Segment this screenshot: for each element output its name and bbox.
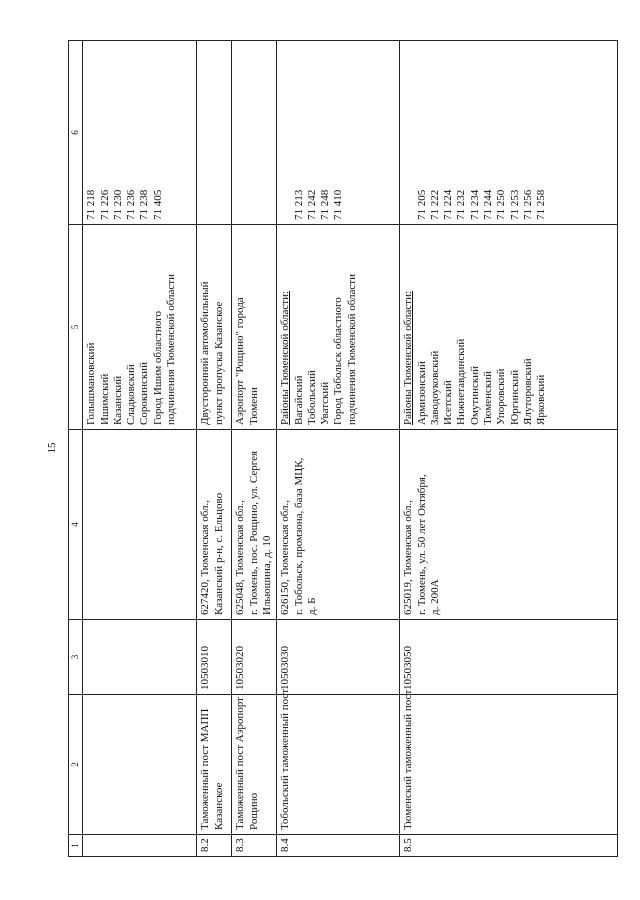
okato-code: 71 234 xyxy=(468,189,481,220)
cell-okato-codes xyxy=(232,41,277,225)
territory-line: Ялуторовский xyxy=(521,358,534,425)
post-name-line: Тюменский таможенный пост xyxy=(402,689,415,830)
territory-line: Сладковский xyxy=(125,364,138,425)
territory-line: подчинения Тюменской области xyxy=(165,274,178,425)
territory-line: Юргинский xyxy=(508,369,521,425)
cell-post-name xyxy=(400,689,618,835)
cell-address xyxy=(400,430,618,620)
row-number: 8.3 xyxy=(232,835,277,857)
row-number: 8.5 xyxy=(400,835,618,857)
address-line: г. Тобольск, промзона, база МЦК, xyxy=(292,457,305,615)
post-name-line: Таможенный пост МАПП xyxy=(199,708,212,830)
cell-post-code: 10503020 xyxy=(232,620,277,695)
address-line: д. 200А xyxy=(428,579,441,615)
cell xyxy=(83,835,197,857)
territory-line: Уватский xyxy=(319,381,332,425)
customs-posts-table-rotated xyxy=(68,41,606,857)
address-line: г. Тюмень, ул. 50 лет Октября, xyxy=(415,474,428,615)
header-col-6: 6 xyxy=(69,41,83,225)
territory-heading: Районы Тюменской области: xyxy=(279,290,292,425)
cell-address xyxy=(232,430,277,620)
header-col-1: 1 xyxy=(69,835,83,857)
territory-line: Тюменский xyxy=(482,371,495,425)
okato-code: 71 222 xyxy=(428,189,441,220)
okato-code: 71 218 xyxy=(85,189,98,220)
territory-line: Армизонский xyxy=(415,361,428,425)
post-name-line: Тобольский таможенный пост xyxy=(279,688,292,830)
address-line: г. Тюмень, пос. Рощино, ул. Сергея xyxy=(247,450,260,615)
cell-address xyxy=(197,430,232,620)
territory-heading: Районы Тюменской области: xyxy=(402,290,415,425)
okato-code: 71 410 xyxy=(332,189,345,220)
okato-code-spacer xyxy=(279,45,292,220)
post-name-line: Рощино xyxy=(247,792,260,830)
okato-code: 71 256 xyxy=(521,189,534,220)
okato-code: 71 205 xyxy=(415,189,428,220)
cell-okato-codes xyxy=(83,41,197,225)
territory-line: Казанский xyxy=(111,375,124,425)
cell-territories xyxy=(277,225,400,430)
territory-line: Голышмановский xyxy=(85,342,98,425)
cell-territories xyxy=(83,225,197,430)
post-name-line: Таможенный пост Аэропорт xyxy=(234,697,247,830)
address-line: Казанский р-н, с. Ельцово xyxy=(212,492,225,615)
okato-code: 71 224 xyxy=(442,189,455,220)
header-col-3: 3 xyxy=(69,620,83,695)
territory-line: подчинения Тюменской области xyxy=(345,274,358,425)
territory-line: Заводоуковский xyxy=(428,350,441,425)
okato-code: 71 242 xyxy=(305,189,318,220)
cell-post-name xyxy=(197,695,232,835)
table-row-8-3 xyxy=(232,41,277,857)
territory-line: Упоровский xyxy=(495,368,508,425)
address-line: 626150, Тюменская обл., xyxy=(279,499,292,615)
address-line: д. Б xyxy=(305,597,318,615)
address-line: 627420, Тюменская обл., xyxy=(199,499,212,615)
table-row-8-5 xyxy=(400,41,618,857)
okato-code: 71 253 xyxy=(508,189,521,220)
okato-code: 71 250 xyxy=(495,189,508,220)
table-row-continuation xyxy=(83,41,197,857)
territory-line: Тюмени xyxy=(247,387,260,425)
okato-code: 71 230 xyxy=(111,189,124,220)
address-line: Ильюшина, д. 10 xyxy=(260,535,273,615)
okato-code: 71 405 xyxy=(151,189,164,220)
cell-territories xyxy=(197,225,232,430)
cell-okato-codes xyxy=(197,41,232,225)
cell-post-name xyxy=(232,695,277,835)
okato-code: 71 238 xyxy=(138,189,151,220)
okato-code: 71 244 xyxy=(482,189,495,220)
territory-line: Нижнетавдинский xyxy=(455,338,468,425)
okato-code: 71 226 xyxy=(98,189,111,220)
territory-line: Аэропорт "Рощино" города xyxy=(234,297,247,425)
row-number: 8.4 xyxy=(277,835,400,857)
territory-line: Омутинский xyxy=(468,366,481,425)
cell-address xyxy=(277,430,400,620)
okato-code: 71 213 xyxy=(292,189,305,220)
cell xyxy=(83,620,197,695)
header-row xyxy=(69,41,83,857)
okato-code: 71 232 xyxy=(455,189,468,220)
okato-code-spacer xyxy=(402,45,415,220)
territory-line: Двусторонний автомобильный xyxy=(199,281,212,425)
territory-line: Город Тобольск областного xyxy=(332,297,345,425)
cell xyxy=(83,430,197,620)
cell-territories xyxy=(232,225,277,430)
cell-post-code: 10503010 xyxy=(197,620,232,695)
address-line: 625048, Тюменская обл., xyxy=(234,499,247,615)
customs-posts-table xyxy=(68,40,618,857)
page-number: 15 xyxy=(46,442,58,454)
row-number: 8.2 xyxy=(197,835,232,857)
header-col-2: 2 xyxy=(69,695,83,835)
territory-line: Ишимский xyxy=(98,373,111,425)
table-row-8-2 xyxy=(197,41,232,857)
territory-line: Тобольский xyxy=(305,370,318,425)
cell-territories xyxy=(400,225,618,430)
cell-post-code: 10503050 xyxy=(400,620,618,695)
cell-okato-codes xyxy=(277,41,400,225)
header-col-4: 4 xyxy=(69,430,83,620)
post-name-line: Казанское xyxy=(212,782,225,830)
territory-line: Город Ишим областного xyxy=(151,311,164,425)
cell-post-code: 10503030 xyxy=(277,620,400,695)
address-line: 625019, Тюменская обл., xyxy=(402,499,415,615)
header-col-5: 5 xyxy=(69,225,83,430)
cell-post-name xyxy=(277,688,400,835)
cell-okato-codes xyxy=(400,41,618,225)
okato-code: 71 248 xyxy=(319,189,332,220)
territory-line: Сорокинский xyxy=(138,362,151,425)
territory-line: Вагайский xyxy=(292,375,305,425)
cell xyxy=(83,695,197,835)
territory-line: Ярковский xyxy=(535,374,548,425)
okato-code: 71 236 xyxy=(125,189,138,220)
territory-line: пункт пропуска Казанское xyxy=(212,301,225,425)
table-row-8-4 xyxy=(277,41,400,857)
okato-code: 71 258 xyxy=(535,189,548,220)
territory-line: Исетский xyxy=(442,380,455,425)
